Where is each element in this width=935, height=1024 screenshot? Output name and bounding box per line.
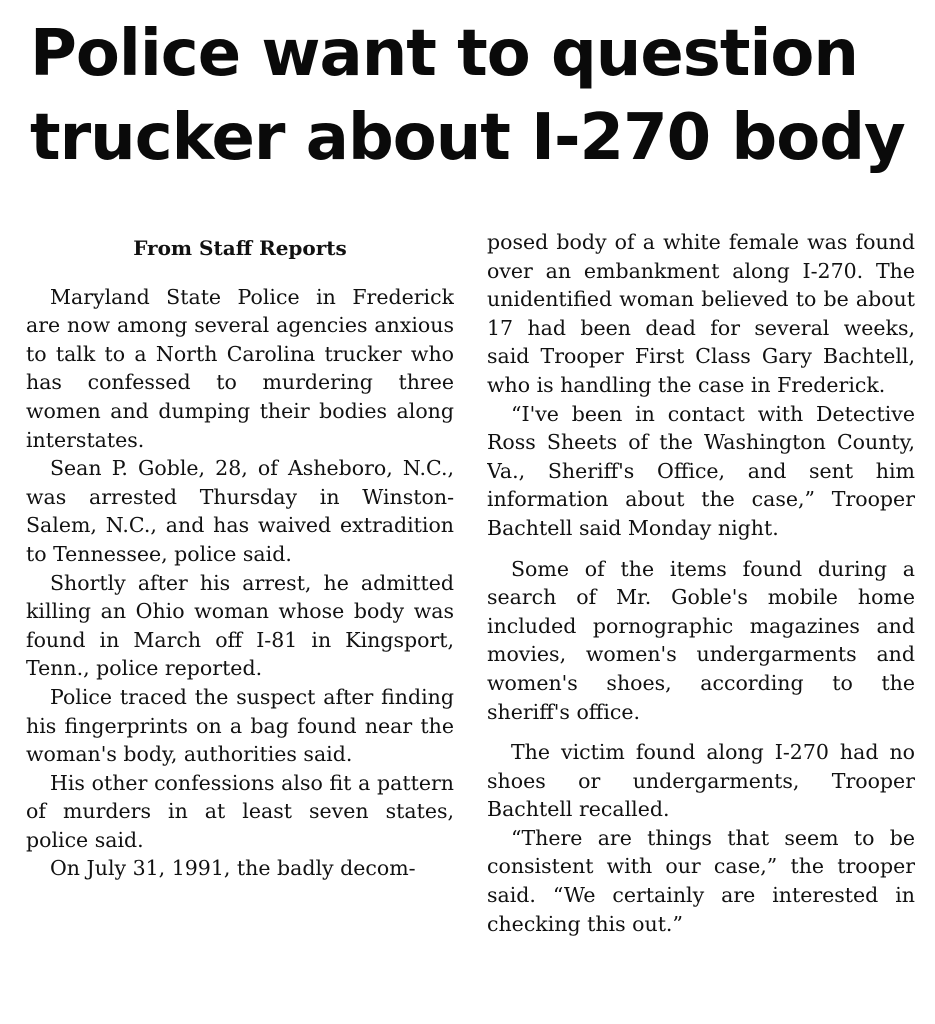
paragraph: On July 31, 1991, the badly decom- [50, 856, 416, 881]
article-column-left [26, 226, 454, 1020]
paragraph: Sean P. Goble, 28, of Asheboro, N.C., was arrested Thursday in Winston-Salem, N.C., and has waived extradition to Tennessee, police said. [26, 456, 454, 566]
paragraph: “There are things that seem to be consistent with our case,” the trooper said. “We certainly are interested in checking this out.” [487, 825, 915, 936]
headline: Police want to question trucker about I-270 body [30, 17, 905, 175]
byline: From Staff Reports [133, 236, 347, 260]
paragraph: Some of the items found during a search of Mr. Goble's mobile home included pornographic magazines and movies, women's undergarments and women's shoes, according to the sheriff's office. [487, 556, 915, 724]
paragraph: Maryland State Police in Frederick are now among several agencies anxious to talk to a North Carolina trucker who has confessed to murdering three women and dumping their bodies along interstates. [26, 284, 454, 452]
paragraph: posed body of a white female was found over an embankment along I-270. The unidentified woman believed to be about 17 had been dead for several weeks, said Trooper First Class Gary Bachtell, who is handling the case in Frederick. [487, 230, 915, 397]
paragraph: His other confessions also fit a pattern of murders in at least seven states, police said. [26, 770, 454, 852]
paragraph: The victim found along I-270 had no shoes or undergarments, Trooper Bachtell recalled. [487, 740, 915, 822]
paragraph: Shortly after his arrest, he admitted killing an Ohio woman whose body was found in March off I-81 in Kingsport, Tenn., police reported. [26, 570, 454, 681]
article-column-right [487, 228, 915, 1022]
paragraph: “I've been in contact with Detective Ross Sheets of the Washington County, Va., Sheriff's Office, and sent him information about the case,” Trooper Bachtell said Monday night. [487, 401, 915, 540]
paragraph: Police traced the suspect after finding his fingerprints on a bag found near the woman's body, authorities said. [26, 684, 454, 767]
